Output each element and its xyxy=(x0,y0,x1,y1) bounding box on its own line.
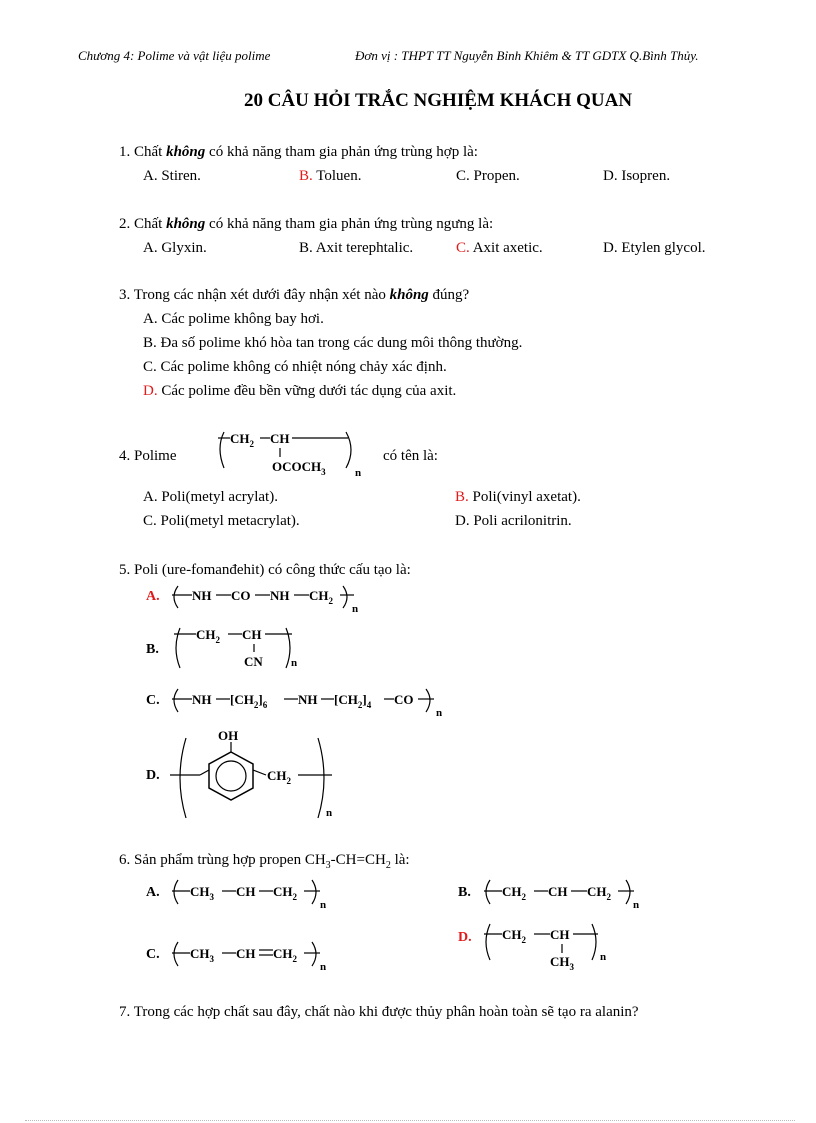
svg-text:CO: CO xyxy=(231,588,251,603)
svg-text:[CH2]4: $[CH_2]_4$ xyxy=(334,692,372,710)
question-3: 3. Trong các nhận xét dưới đây nhận xét nào không đúng? xyxy=(119,287,470,303)
q5-option-c xyxy=(140,684,460,720)
q6-option-c xyxy=(140,936,350,972)
header-unit: Đơn vị : THPT TT Nguyễn Bỉnh Khiêm & TT GDTX Q.Bình Thủy. xyxy=(355,48,699,63)
svg-text:CN: CN xyxy=(244,654,263,669)
q3-option-b: B. Đa số polime khó hòa tan trong các dung môi thông thường. xyxy=(143,335,523,351)
svg-text:CH: CH xyxy=(548,884,568,899)
svg-text:OCOCH3: $OCOCH_3$ xyxy=(272,459,326,477)
svg-text:CH3: $CH_3$ xyxy=(550,954,574,972)
q1-option-b: B. Toluen. xyxy=(299,168,362,184)
page-bottom-rule xyxy=(25,1120,795,1121)
svg-text:CH: CH xyxy=(270,431,290,446)
q1-option-c: C. Propen. xyxy=(456,168,520,184)
svg-text:CH2: $CH_2$ xyxy=(196,627,220,645)
question-6: 6. Sản phẩm trùng hợp propen $CH_3-CH=CH_2$ là: xyxy=(119,852,410,871)
q6-option-b xyxy=(452,874,662,910)
q5-option-b xyxy=(140,622,320,674)
svg-text:A.: A. xyxy=(146,589,160,604)
q5-option-a xyxy=(140,582,380,614)
svg-text:OH: OH xyxy=(218,728,239,743)
q4-post: có tên là: xyxy=(383,448,438,464)
q2-option-a: A. Glyxin. xyxy=(143,240,207,256)
svg-text:n: n xyxy=(320,961,327,972)
q3-option-d: D. Các polime đều bền vững dưới tác dụng của axit. xyxy=(143,383,457,399)
svg-text:n: n xyxy=(355,467,362,479)
svg-text:CH2: $CH_2$ xyxy=(230,431,254,449)
question-4: 4. Polime xyxy=(119,448,177,464)
svg-text:C.: C. xyxy=(146,693,160,708)
svg-text:B.: B. xyxy=(146,642,159,657)
svg-text:CH: CH xyxy=(236,946,256,961)
q1-option-d: D. Isopren. xyxy=(603,168,671,184)
svg-text:n: n xyxy=(320,899,327,910)
svg-text:n: n xyxy=(600,951,607,963)
svg-text:CH2: $CH_2$ xyxy=(502,927,526,945)
svg-text:NH: NH xyxy=(298,692,318,707)
svg-text:n: n xyxy=(436,707,443,719)
svg-text:CH2: $CH_2$ xyxy=(502,884,526,902)
svg-text:[CH2]6: $[CH_2]_6$ xyxy=(230,692,268,710)
svg-text:CH2: $CH_2$ xyxy=(587,884,611,902)
svg-text:NH: NH xyxy=(192,692,212,707)
q4-option-a: A. Poli(metyl acrylat). xyxy=(143,489,278,505)
q4-polymer-formula xyxy=(210,424,370,482)
q2-option-b: B. Axit terephtalic. xyxy=(299,240,414,256)
question-1: 1. Chất không có khả năng tham gia phản ứng trùng hợp là: xyxy=(119,144,478,160)
svg-text:D.: D. xyxy=(146,768,160,783)
q4-option-b: B. Poli(vinyl axetat). xyxy=(455,489,581,505)
svg-text:n: n xyxy=(352,603,359,614)
header-chapter: Chương 4: Polime và vật liệu polime xyxy=(78,48,271,63)
svg-text:NH: NH xyxy=(192,588,212,603)
page-title: 20 CÂU HỎI TRẮC NGHIỆM KHÁCH QUAN xyxy=(243,90,633,111)
svg-text:CH2: $CH_2$ xyxy=(267,768,291,786)
svg-text:B.: B. xyxy=(458,885,471,900)
svg-text:A.: A. xyxy=(146,885,160,900)
question-5: 5. Poli (ure-fomanđehit) có công thức cấu tạo là: xyxy=(119,562,411,578)
svg-text:CH: CH xyxy=(550,927,570,942)
question-7: 7. Trong các hợp chất sau đây, chất nào khi được thủy phân hoàn toàn sẽ tạo ra alanin? xyxy=(119,1004,639,1020)
q3-option-c: C. Các polime không có nhiệt nóng chảy xác định. xyxy=(143,359,447,375)
svg-text:n: n xyxy=(633,899,640,910)
svg-text:n: n xyxy=(291,657,298,669)
svg-text:CH: CH xyxy=(242,627,262,642)
svg-text:D.: D. xyxy=(458,930,472,945)
svg-text:CH3: $CH_3$ xyxy=(190,946,214,964)
q2-option-d: D. Etylen glycol. xyxy=(603,240,706,256)
svg-text:CH3: $CH_3$ xyxy=(190,884,214,902)
svg-text:CH2: $CH_2$ xyxy=(273,884,297,902)
svg-text:C.: C. xyxy=(146,947,160,962)
q4-option-d: D. Poli acrilonitrin. xyxy=(455,513,572,529)
svg-text:NH: NH xyxy=(270,588,290,603)
q6-option-a xyxy=(140,874,340,910)
svg-text:CO: CO xyxy=(394,692,414,707)
svg-text:CH2: $CH_2$ xyxy=(273,946,297,964)
q1-option-a: A. Stiren. xyxy=(143,168,201,184)
q4-option-c: C. Poli(metyl metacrylat). xyxy=(143,513,300,529)
q5-option-d xyxy=(140,724,350,824)
question-2: 2. Chất không có khả năng tham gia phản ứng trùng ngưng là: xyxy=(119,216,494,232)
svg-text:CH: CH xyxy=(236,884,256,899)
q3-option-a: A. Các polime không bay hơi. xyxy=(143,311,324,327)
q2-option-c: C. Axit axetic. xyxy=(456,240,543,256)
svg-text:CH2: $CH_2$ xyxy=(309,588,333,606)
q6-option-d xyxy=(452,918,622,974)
svg-text:n: n xyxy=(326,807,333,819)
